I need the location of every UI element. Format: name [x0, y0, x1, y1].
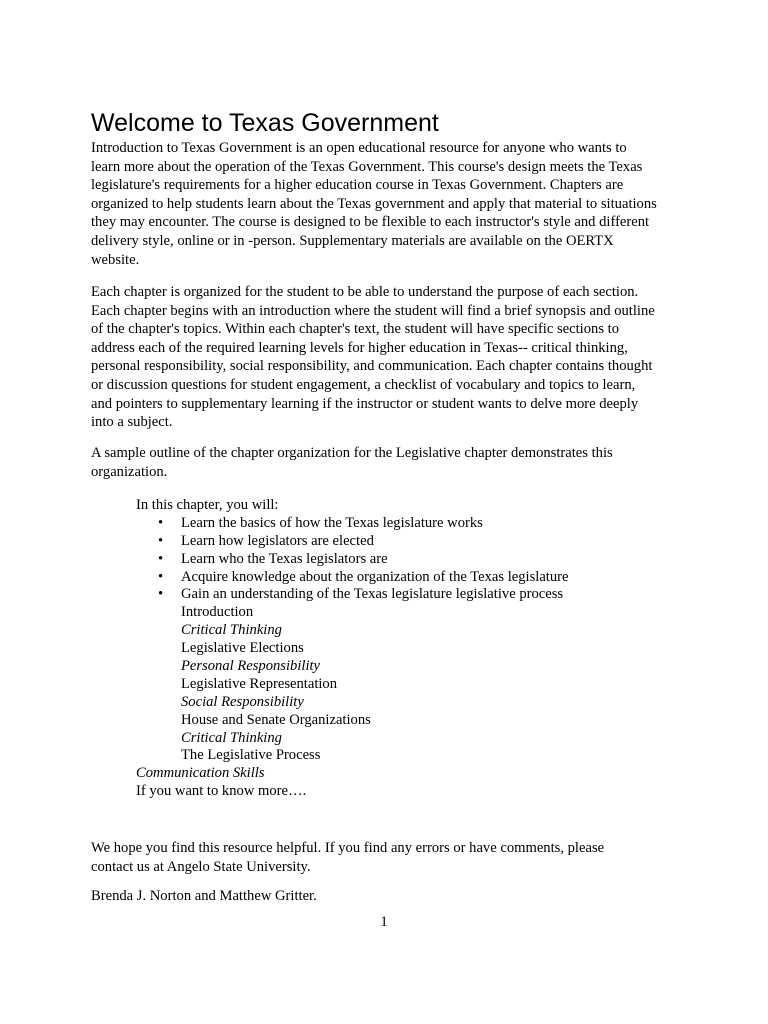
sample-outline-paragraph — [91, 444, 613, 481]
text-line: address each of the required learning levels for higher education in Texas-- critical thinking, — [91, 339, 628, 356]
text-line: they may encounter. The course is designed to be flexible to each instructor's style and different — [91, 214, 650, 231]
communication-skills: Communication Skills — [136, 765, 265, 782]
chapter-outline — [136, 497, 696, 801]
section-item: Personal Responsibility — [181, 658, 321, 675]
text-line: Each chapter begins with an introduction where the student will find a brief synopsis and outline — [91, 302, 655, 319]
text-line: website. — [91, 251, 140, 268]
section-item: Critical Thinking — [181, 729, 282, 746]
list-item: • Gain an understanding of the Texas legislature legislative process — [136, 586, 696, 604]
authors: Brenda J. Norton and Matthew Gritter. — [91, 888, 317, 904]
section-item: Legislative Elections — [181, 640, 304, 657]
text-line: of the chapter's topics. Within each chapter's text, the student will have specific sections to — [91, 321, 619, 338]
section-item: Social Responsibility — [181, 693, 304, 710]
text-line: contact us at Angelo State University. — [91, 858, 311, 875]
text-line: into a subject. — [91, 414, 173, 431]
page-number: 1 — [380, 914, 388, 930]
text-line: legislature's requirements for a higher education course in Texas Government. Chapters are — [91, 177, 624, 194]
text-line: Introduction to Texas Government is an open educational resource for anyone who wants to — [91, 140, 627, 156]
page-title: Welcome to Texas Government — [91, 109, 439, 137]
section-item: Introduction — [181, 604, 254, 621]
text-line: We hope you find this resource helpful. If you find any errors or have comments, please — [91, 840, 605, 856]
list-item: • Acquire knowledge about the organization of the Texas legislature — [136, 569, 696, 587]
outline-intro: In this chapter, you will: — [136, 497, 279, 513]
text-line: organization. — [91, 463, 168, 480]
list-item: • Learn who the Texas legislators are — [136, 551, 696, 569]
text-line: and pointers to supplementary learning if the instructor or student wants to delve more deeply — [91, 395, 639, 412]
list-item: • Learn the basics of how the Texas legislature works — [136, 515, 696, 533]
text-line: Each chapter is organized for the student to be able to understand the purpose of each section. — [91, 284, 639, 300]
text-line: organized to help students learn about the Texas government and apply that material to situations — [91, 195, 657, 212]
text-line: learn more about the operation of the Texas Government. This course's design meets the Texas — [91, 158, 643, 175]
know-more: If you want to know more…. — [136, 783, 307, 800]
section-list — [136, 604, 696, 765]
section-item: House and Senate Organizations — [181, 711, 371, 728]
section-item: Critical Thinking — [181, 622, 282, 639]
text-line: personal responsibility, social responsibility, and communication. Each chapter contains thought — [91, 358, 653, 375]
text-line: A sample outline of the chapter organization for the Legislative chapter demonstrates this — [91, 445, 613, 461]
section-item: Legislative Representation — [181, 675, 338, 692]
section-item: The Legislative Process — [181, 747, 321, 764]
intro-paragraph — [91, 139, 657, 269]
text-line: delivery style, online or in -person. Supplementary materials are available on the OERTX — [91, 232, 614, 249]
closing-paragraph — [91, 839, 604, 876]
learning-objectives-list — [136, 515, 696, 604]
list-item: • Learn how legislators are elected — [136, 533, 696, 551]
text-line: or discussion questions for student engagement, a checklist of vocabulary and topics to learn, — [91, 376, 636, 393]
chapter-organization-paragraph — [91, 283, 655, 432]
